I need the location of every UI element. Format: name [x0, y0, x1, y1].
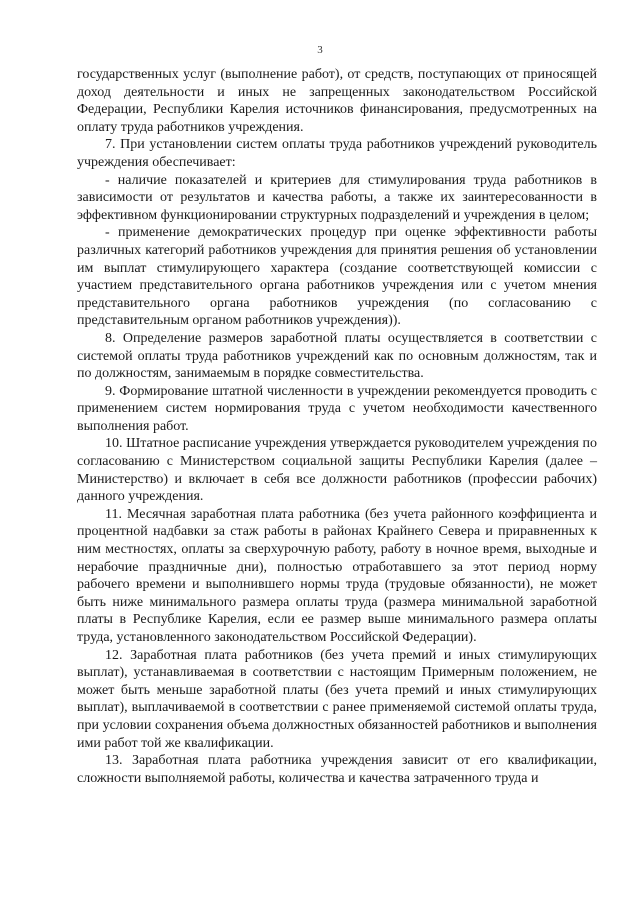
paragraph-10: 10. Штатное расписание учреждения утверждается руководителем учреждения по согласованию с Министерством социальной защиты Республики Карелия (далее – Министерство) и включает в себя все должности работников (профессии рабочих) данного учреждения. [77, 436, 597, 505]
paragraph-continuation: государственных услуг (выполнение работ), от средств, поступающих от приносящей доход деятельности и иных не запрещенных законодательством Российской Федерации, Республики Карелия источников финансирования, предусмотренных на оплату труда работников учреждения. [77, 67, 597, 135]
paragraph-13: 13. Заработная плата работника учреждения зависит от его квалификации, сложности выполняемой работы, количества и качества затраченного труда и [77, 753, 597, 786]
page-number: 3 [317, 44, 323, 56]
paragraph-8: 8. Определение размеров заработной платы осуществляется в соответствии с системой оплаты труда работников учреждений как по основным должностям, так и по должностям, занимаемым в порядке совместительства. [77, 330, 597, 382]
paragraph-7-item-2: - применение демократических процедур при оценке эффективности работы различных категорий работников учреждения для принятия решения об установлении им выплат стимулирующего характера (создание соответствующей комиссии с участием представительного органа работников учреждения или с учетом мнения представительного органа работников учреждения (по согласованию с представительным органом работников учреждения)). [77, 225, 597, 329]
paragraph-7-item-1: - наличие показателей и критериев для стимулирования труда работников в зависимости от результатов и качества работы, а также их заинтересованности в эффективном функционировании структурных подразделений и учреждения в целом; [77, 172, 597, 223]
document-body [77, 66, 597, 787]
paragraph-9: 9. Формирование штатной численности в учреждении рекомендуется проводить с применением систем нормирования труда с учетом необходимости качественного выполнения работ. [77, 383, 597, 434]
paragraph-11: 11. Месячная заработная плата работника (без учета районного коэффициента и процентной надбавки за стаж работы в районах Крайнего Севера и приравненных к ним местностях, оплаты за сверхурочную работу, работу в ночное время, выходные и нерабочие праздничные дни), полностью отработавшего за этот период норму рабочего времени и выполнившего нормы труда (трудовые обязанности), не может быть ниже минимального размера оплаты труда (размера минимальной заработной платы в Республике Карелия, если ее размер выше минимального размера оплаты труда, установленного законодательством Российской Федерации). [77, 506, 597, 645]
paragraph-7: 7. При установлении систем оплаты труда работников учреждений руководитель учреждения обеспечивает: [77, 137, 597, 170]
paragraph-12: 12. Заработная плата работников (без учета премий и иных стимулирующих выплат), устанавливаемая в соответствии с настоящим Примерным положением, не может быть меньше заработной платы (без учета премий и иных стимулирующих выплат), выплачиваемой в соответствии с ранее применяемой системой оплаты труда, при условии сохранения объема должностных обязанностей работников и выполнения ими работ той же квалификации. [77, 647, 597, 751]
